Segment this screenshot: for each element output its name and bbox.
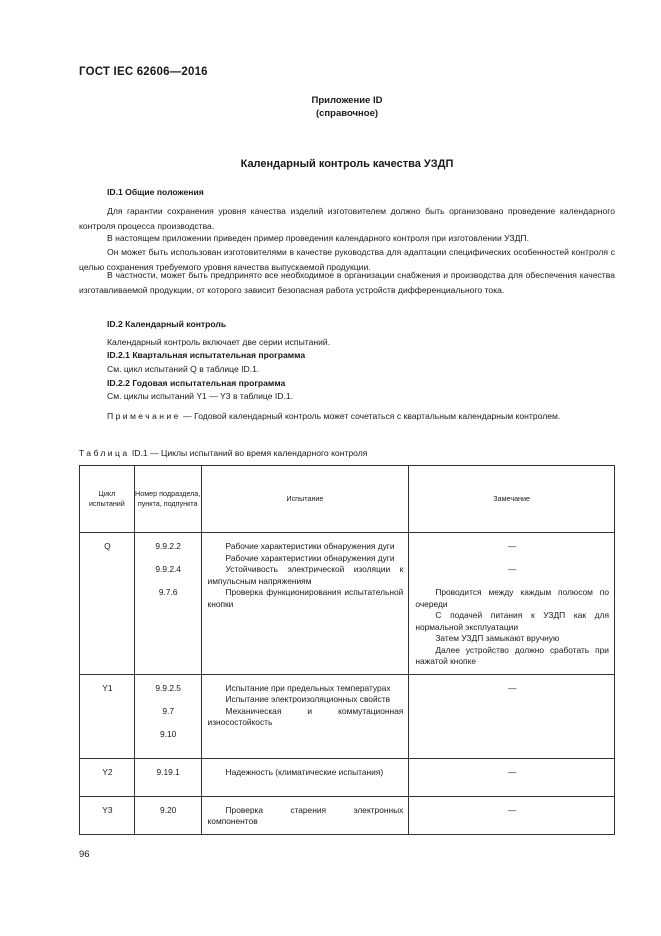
remark-item: — [507,541,517,551]
cycle-cell: Y3 [102,804,113,815]
table-row [80,533,615,675]
table-caption-text: ID.1 — Циклы испытаний во время календарного контроля [129,448,368,458]
remark-cell: — [507,682,517,693]
test-item: Механическая и коммутационная износостойкость [207,705,404,727]
table-caption-label: Таблица [79,448,130,458]
number-value: 9.10 [160,728,177,739]
test-cell: Надежность (климатические испытания) [225,766,384,777]
test-item: Испытание электроизоляционных свойств [225,694,391,704]
section-heading-id1: ID.1 Общие положения [107,187,204,197]
header-test: Испытание [201,466,409,533]
paragraph: Для гарантии сохранения уровня качества изделий изготовителем должно быть организовано проведение календарного контроля процесса производства. [79,206,615,231]
table-row [80,796,615,834]
remark-cell: — [507,766,517,777]
number-cell: 9.20 [160,804,177,815]
paragraph: В настоящем приложении приведен пример проведения календарного контроля при изготовлении УЗДП. [107,233,529,243]
number-value: 9.9.2.4 [155,564,181,574]
header-number: Номер подраздела, пункта, подпункта [134,466,201,533]
number-cell: 9.19.1 [156,766,180,777]
number-value: 9.9.2.2 [155,541,181,551]
subsection-heading-id22: ID.2.2 Годовая испытательная программа [107,378,286,388]
page-number: 96 [79,849,90,860]
number-cell [135,533,201,616]
appendix-label: Приложение ID [311,95,383,106]
number-value: 9.7 [162,705,174,716]
note-text: — Годовой календарный контроль может сочетаться с квартальным календарным контролем. [180,411,561,421]
remark-item: — [507,564,517,574]
paragraph: См. циклы испытаний Y1 — Y3 в таблице ID.1. [107,391,294,401]
cycle-cell: Y2 [102,766,113,777]
test-item: Проверка функционирования испытательной кнопки [207,587,404,609]
number-value: 9.9.2.5 [155,682,181,693]
remark-item: Далее устройство должно сработать при нажатой кнопке [415,644,609,666]
section-heading-id2: ID.2 Календарный контроль [107,319,227,329]
test-cell: Проверка старения электронных компонентов [207,804,404,826]
note-label: Примечание [107,411,181,421]
header-cycle: Цикл испытаний [80,466,135,533]
paragraph: В частности, может быть предпринято все необходимое в организации снабжения и производства для обеспечения качества изготавливаемой продукции, от которого зависит безопасная работа устройств дифференциального тока. [79,270,615,295]
cycle-cell: Y1 [102,682,113,693]
test-cycles-table [79,465,615,835]
cycle-cell: Q [104,541,111,551]
table-header-row [80,466,615,533]
appendix-kind: (справочное) [315,108,379,119]
header-remark: Замечание [409,466,615,533]
remark-cell [409,533,614,674]
test-item: Испытание при предельных температурах [225,682,391,693]
number-value: 9.7.6 [158,587,178,597]
number-cell [135,675,201,758]
table-row [80,674,615,758]
paragraph: Он может быть использован изготовителями в качестве руководства для адаптации специфических особенностей контроля с целью сохранения требуемого уровня качества выпускаемой продукции. [79,247,615,272]
paragraph: Календарный контроль включает две серии испытаний. [107,337,331,347]
table-row [80,758,615,796]
subsection-heading-id21: ID.2.1 Квартальная испытательная программа [107,350,306,360]
paragraph: См. цикл испытаний Q в таблице ID.1. [107,364,260,374]
test-cell [202,675,409,735]
test-item: Рабочие характеристики обнаружения дуги [225,552,395,563]
test-item: Рабочие характеристики обнаружения дуги [225,541,395,551]
page-title: Календарный контроль качества УЗДП [240,158,454,170]
table-caption [79,446,367,461]
document-id: ГОСТ IEC 62606—2016 [79,66,208,78]
remark-item: Затем УЗДП замыкают вручную [435,633,560,643]
note [79,409,615,424]
test-cell [202,533,409,616]
remark-item: Проводится между каждым полюсом по очереди [415,587,609,609]
remark-item: С подачей питания к УЗДП как для нормальной эксплуатации [415,610,609,632]
remark-cell: — [507,804,517,815]
test-item: Устойчивость электрической изоляции к импульсным напряжениям [207,564,404,586]
